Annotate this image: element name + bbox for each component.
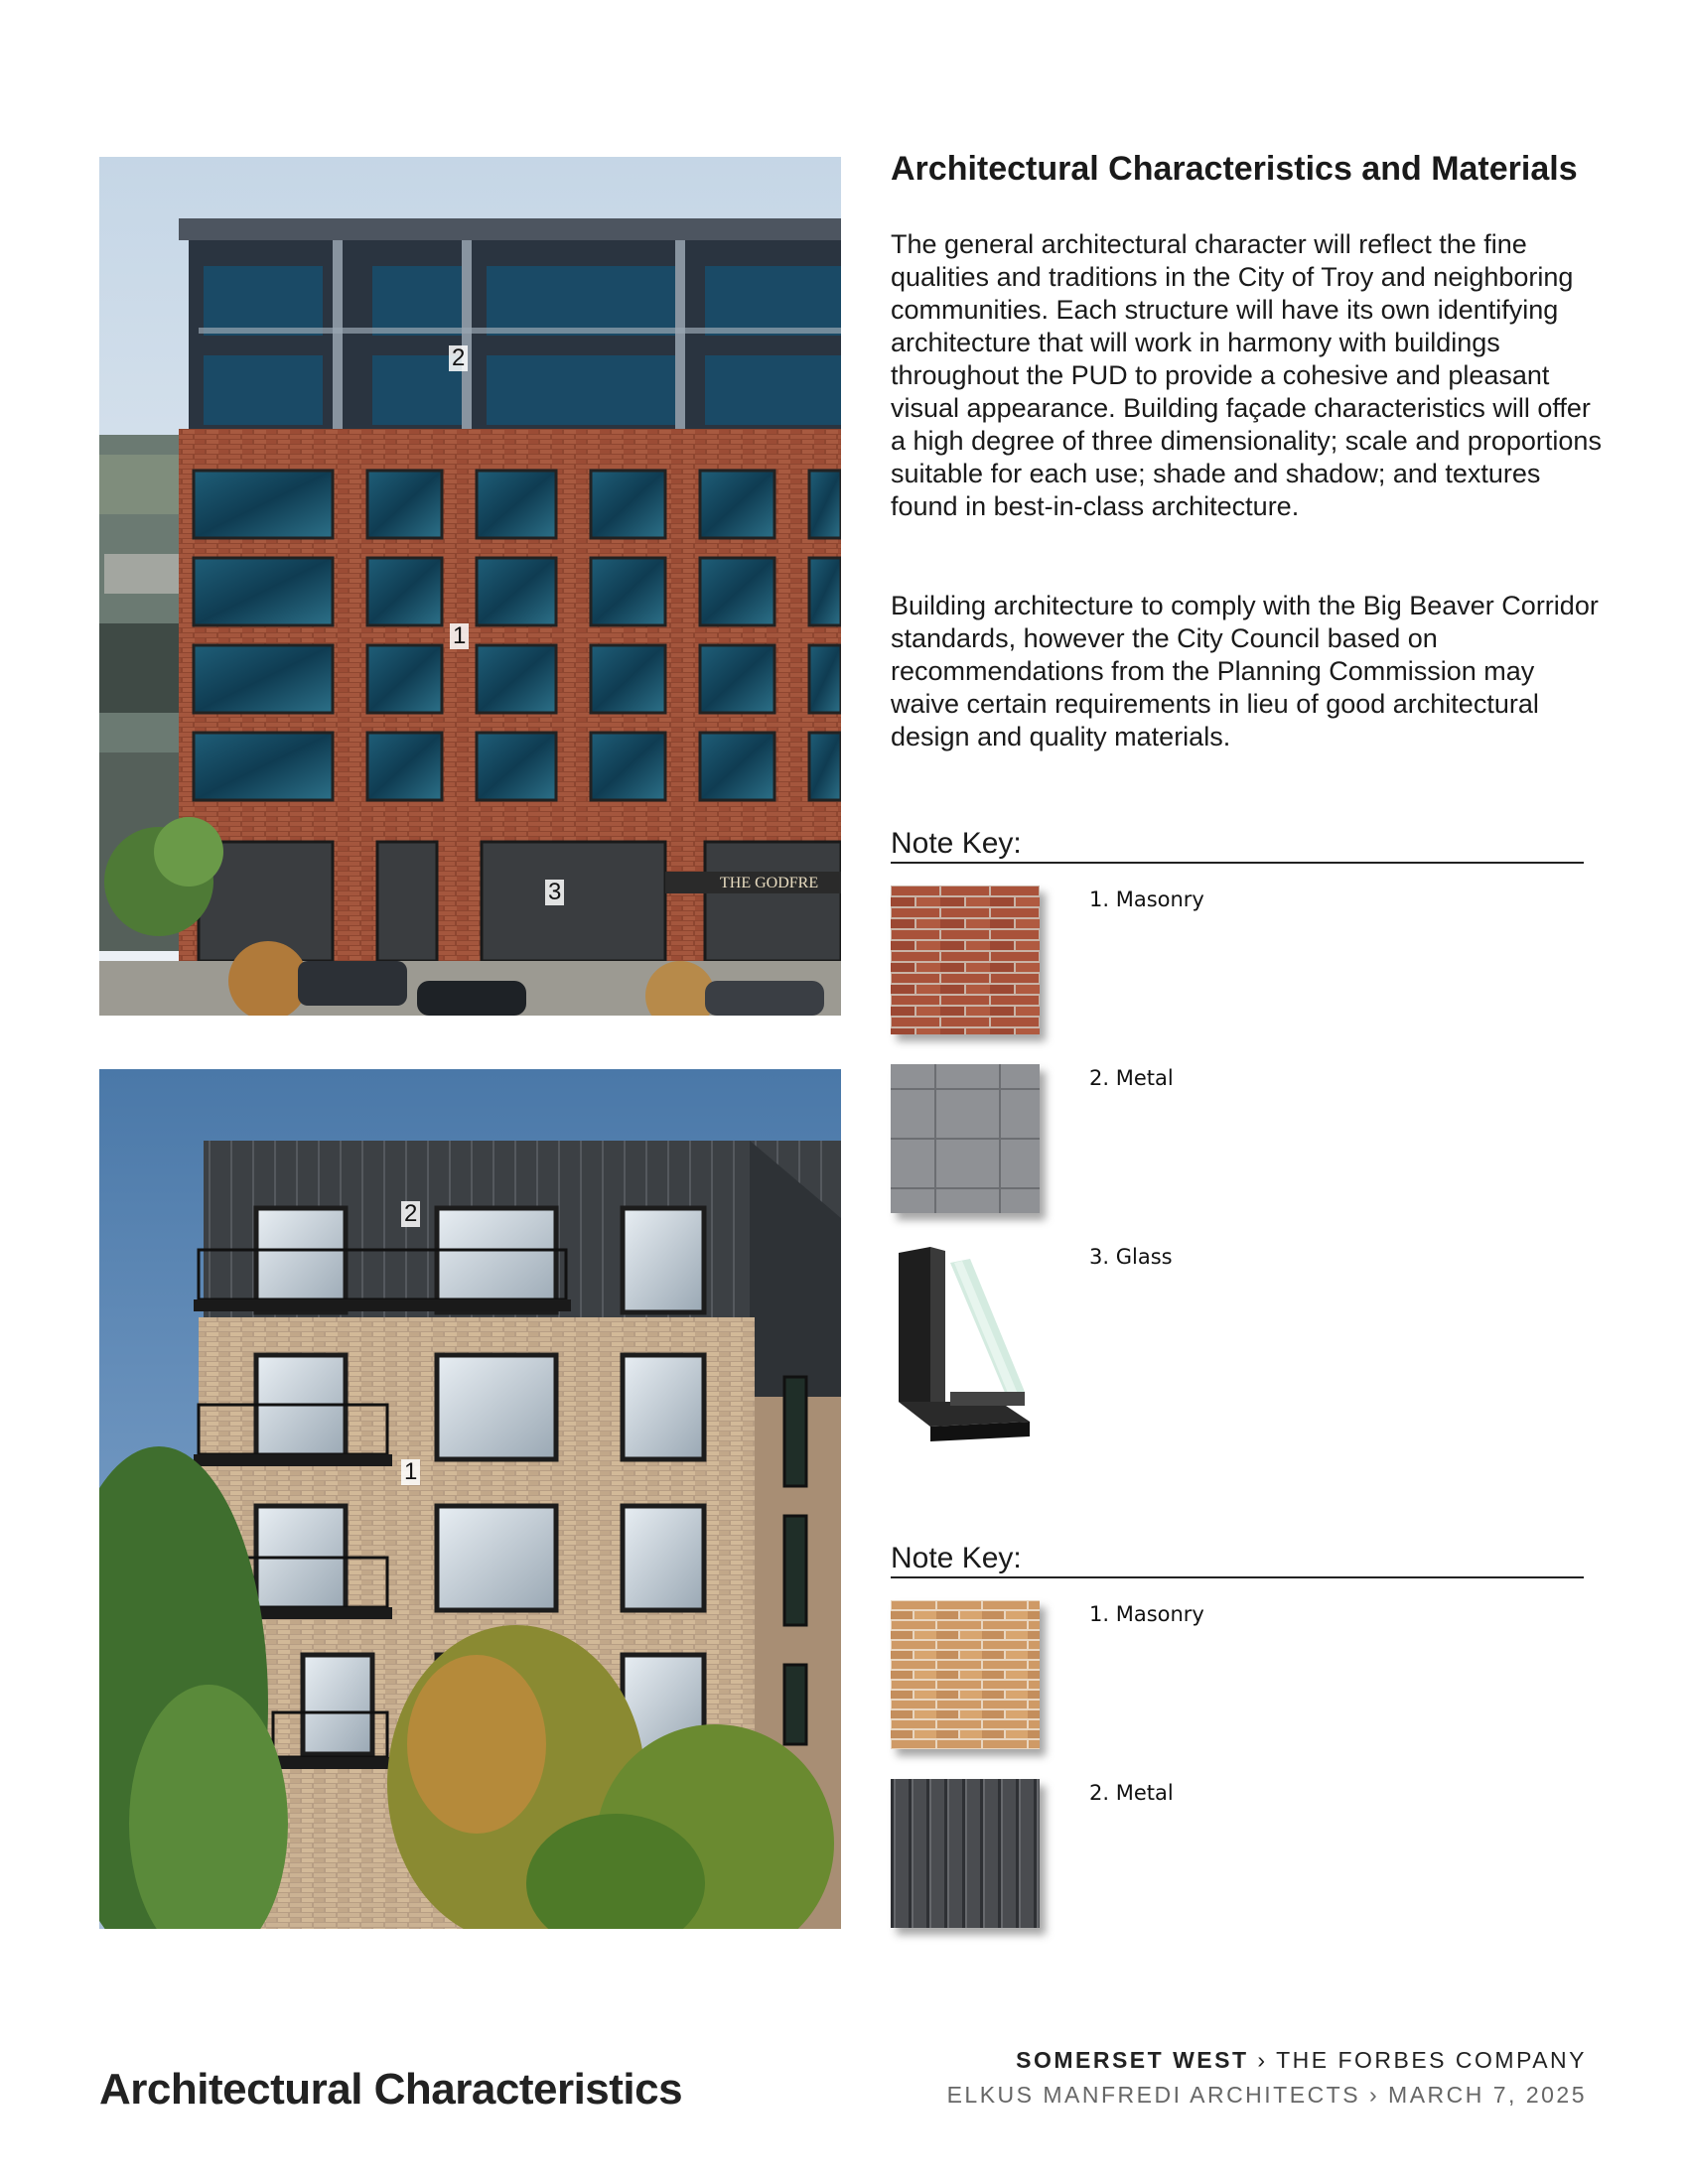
footer-date: MARCH 7, 2025 xyxy=(1388,2082,1587,2108)
note-label-masonry-2: 1. Masonry xyxy=(1089,1602,1204,1626)
paragraph-character: The general architectural character will reflect the fine qualities and traditions in the City of Troy and neighboring communities. Each structure will have its own identifying architecture that will work in harmony with buildings throughout the PUD to provide a cohesive and pleasant visual appearance. Building façade characteristics will offer a high degree of three dimensionality; scale and proportions suitable for each use; shade and shadow; and textures found in best-in-class architecture. xyxy=(891,229,1602,521)
callout-2: 2 xyxy=(449,345,468,371)
building-photo-red-brick xyxy=(99,157,841,1016)
note-label-glass: 3. Glass xyxy=(1089,1245,1173,1269)
callout-3: 3 xyxy=(545,880,564,905)
swatch-red-brick xyxy=(891,886,1040,1034)
note-key-title-2: Note Key: xyxy=(891,1541,1584,1578)
section-heading: Architectural Characteristics and Materials xyxy=(891,150,1578,188)
swatch-glass-window-section xyxy=(891,1243,1040,1446)
footer-separator-2: › xyxy=(1368,2082,1380,2108)
footer-separator: › xyxy=(1257,2047,1268,2073)
swatch-dark-metal xyxy=(891,1779,1040,1928)
swatch-grey-metal xyxy=(891,1064,1040,1213)
paragraph-big-beaver-corridor: Building architecture to comply with the Big Beaver Corridor standards, however the City Council based on recommendations from the Planning Commission may waive certain requirements in lieu of good architectural design and quality materials. xyxy=(891,591,1599,751)
note-label-masonry: 1. Masonry xyxy=(1089,887,1204,911)
callout-2: 2 xyxy=(401,1201,420,1227)
footer-architect: ELKUS MANFREDI ARCHITECTS xyxy=(946,2082,1361,2108)
callout-1: 1 xyxy=(401,1459,420,1485)
godfrey-sign-text: THE GODFRE xyxy=(720,875,819,891)
building-photo-tan-brick xyxy=(99,1069,841,1929)
swatch-tan-brick xyxy=(891,1600,1040,1749)
footer-client: THE FORBES COMPANY xyxy=(1276,2047,1587,2073)
note-label-metal: 2. Metal xyxy=(1089,1066,1174,1090)
callout-1: 1 xyxy=(450,623,469,649)
note-key-title: Note Key: xyxy=(891,826,1584,864)
footer-architect-line xyxy=(947,2082,1587,2109)
note-label-metal-2: 2. Metal xyxy=(1089,1781,1174,1805)
footer-project-line xyxy=(1016,2047,1587,2074)
footer-page-title: Architectural Characteristics xyxy=(99,2065,683,2114)
footer-project: SOMERSET WEST xyxy=(1016,2047,1249,2073)
